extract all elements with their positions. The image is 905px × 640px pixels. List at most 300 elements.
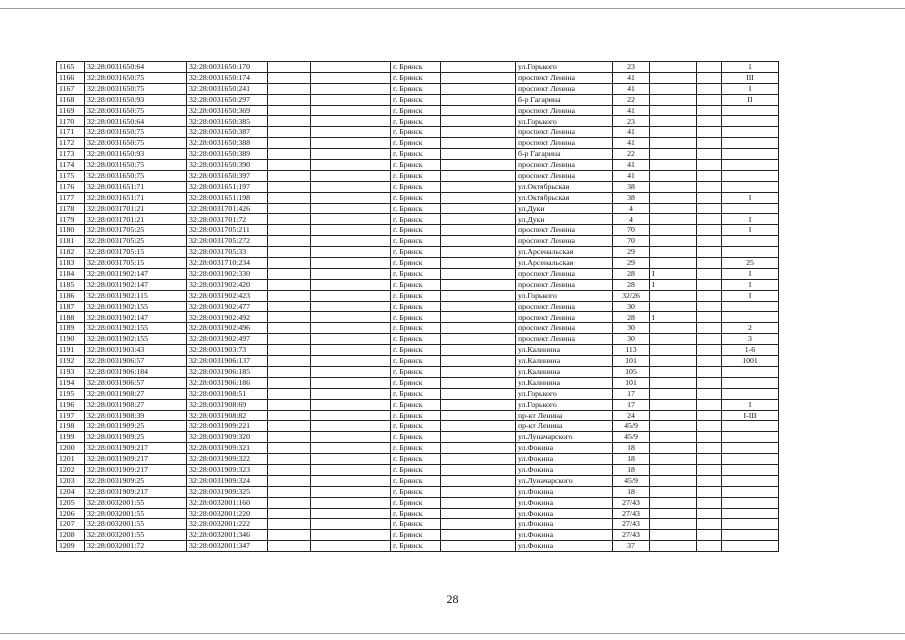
empty-cell bbox=[697, 94, 722, 105]
empty-cell bbox=[441, 464, 516, 475]
table-row bbox=[57, 62, 779, 73]
cadastral-number-cell: 32:28:0031701:72 bbox=[187, 214, 268, 225]
empty-cell bbox=[311, 475, 391, 486]
table-row bbox=[57, 519, 779, 530]
house-number-cell: 18 bbox=[613, 486, 650, 497]
empty-cell bbox=[311, 290, 391, 301]
house-number-cell: 41 bbox=[613, 127, 650, 138]
cadastral-number-cell: 32:28:0031909:323 bbox=[187, 464, 268, 475]
premises-number-cell bbox=[722, 464, 779, 475]
street-cell: проспект Ленина bbox=[516, 72, 613, 83]
mark-cell bbox=[650, 62, 697, 73]
cadastral-number-cell: 32:28:0031705:272 bbox=[187, 236, 268, 247]
empty-cell bbox=[311, 541, 391, 552]
empty-cell bbox=[268, 356, 311, 367]
mark-cell bbox=[650, 475, 697, 486]
street-cell: ул.Фокина bbox=[516, 443, 613, 454]
row-number-cell: 1178 bbox=[57, 203, 85, 214]
row-number-cell: 1173 bbox=[57, 149, 85, 160]
house-number-cell: 29 bbox=[613, 258, 650, 269]
house-number-cell: 41 bbox=[613, 160, 650, 171]
empty-cell bbox=[441, 225, 516, 236]
table-row bbox=[57, 279, 779, 290]
parent-cadastral-number-cell: 32:28:0031906:184 bbox=[85, 366, 187, 377]
cadastral-number-cell: 32:28:0031650:389 bbox=[187, 149, 268, 160]
mark-cell bbox=[650, 334, 697, 345]
empty-cell bbox=[268, 312, 311, 323]
row-number-cell: 1176 bbox=[57, 181, 85, 192]
empty-cell bbox=[441, 116, 516, 127]
premises-number-cell bbox=[722, 116, 779, 127]
table-row bbox=[57, 236, 779, 247]
table-row bbox=[57, 290, 779, 301]
street-cell: проспект Ленина bbox=[516, 170, 613, 181]
parent-cadastral-number-cell: 32:28:0031909:25 bbox=[85, 421, 187, 432]
scan-edge-top bbox=[0, 8, 905, 9]
empty-cell bbox=[441, 192, 516, 203]
empty-cell bbox=[268, 519, 311, 530]
street-cell: ул.Горького bbox=[516, 388, 613, 399]
empty-cell bbox=[697, 214, 722, 225]
street-cell: проспект Ленина bbox=[516, 127, 613, 138]
row-number-cell: 1191 bbox=[57, 345, 85, 356]
house-number-cell: 101 bbox=[613, 356, 650, 367]
empty-cell bbox=[311, 203, 391, 214]
table-row bbox=[57, 127, 779, 138]
empty-cell bbox=[268, 410, 311, 421]
parent-cadastral-number-cell: 32:28:0031705:15 bbox=[85, 258, 187, 269]
cadastral-number-cell: 32:28:0031650:174 bbox=[187, 72, 268, 83]
table-row bbox=[57, 497, 779, 508]
empty-cell bbox=[311, 160, 391, 171]
city-cell: г. Брянск bbox=[391, 377, 441, 388]
table-row bbox=[57, 72, 779, 83]
house-number-cell: 17 bbox=[613, 388, 650, 399]
row-number-cell: 1209 bbox=[57, 541, 85, 552]
empty-cell bbox=[311, 356, 391, 367]
empty-cell bbox=[441, 279, 516, 290]
mark-cell bbox=[650, 72, 697, 83]
premises-number-cell bbox=[722, 366, 779, 377]
empty-cell bbox=[311, 410, 391, 421]
mark-cell bbox=[650, 410, 697, 421]
premises-number-cell: I bbox=[722, 279, 779, 290]
parent-cadastral-number-cell: 32:28:0031650:75 bbox=[85, 105, 187, 116]
empty-cell bbox=[697, 464, 722, 475]
empty-cell bbox=[311, 72, 391, 83]
empty-cell bbox=[441, 454, 516, 465]
row-number-cell: 1171 bbox=[57, 127, 85, 138]
empty-cell bbox=[268, 116, 311, 127]
empty-cell bbox=[441, 377, 516, 388]
page-number: 28 bbox=[446, 592, 459, 606]
empty-cell bbox=[268, 247, 311, 258]
street-cell: проспект Ленина bbox=[516, 105, 613, 116]
cadastral-number-cell: 32:28:0031902:420 bbox=[187, 279, 268, 290]
house-number-cell: 27/43 bbox=[613, 508, 650, 519]
cadastral-number-cell: 32:28:0031650:387 bbox=[187, 127, 268, 138]
table-row bbox=[57, 388, 779, 399]
street-cell: ул.Горького bbox=[516, 116, 613, 127]
empty-cell bbox=[268, 160, 311, 171]
row-number-cell: 1165 bbox=[57, 62, 85, 73]
empty-cell bbox=[697, 486, 722, 497]
mark-cell bbox=[650, 508, 697, 519]
street-cell: ул.Фокина bbox=[516, 541, 613, 552]
mark-cell bbox=[650, 421, 697, 432]
mark-cell bbox=[650, 214, 697, 225]
empty-cell bbox=[441, 290, 516, 301]
empty-cell bbox=[268, 181, 311, 192]
city-cell: г. Брянск bbox=[391, 279, 441, 290]
row-number-cell: 1196 bbox=[57, 399, 85, 410]
table-row bbox=[57, 105, 779, 116]
table-row bbox=[57, 247, 779, 258]
street-cell: проспект Ленина bbox=[516, 301, 613, 312]
empty-cell bbox=[697, 432, 722, 443]
house-number-cell: 30 bbox=[613, 301, 650, 312]
city-cell: г. Брянск bbox=[391, 236, 441, 247]
house-number-cell: 37 bbox=[613, 541, 650, 552]
empty-cell bbox=[697, 519, 722, 530]
empty-cell bbox=[311, 377, 391, 388]
city-cell: г. Брянск bbox=[391, 203, 441, 214]
street-cell: проспект Ленина bbox=[516, 83, 613, 94]
empty-cell bbox=[441, 62, 516, 73]
city-cell: г. Брянск bbox=[391, 181, 441, 192]
row-number-cell: 1184 bbox=[57, 268, 85, 279]
empty-cell bbox=[268, 432, 311, 443]
cadastral-number-cell: 32:28:0031902:330 bbox=[187, 268, 268, 279]
premises-number-cell bbox=[722, 377, 779, 388]
house-number-cell: 101 bbox=[613, 377, 650, 388]
parent-cadastral-number-cell: 32:28:0031650:75 bbox=[85, 160, 187, 171]
empty-cell bbox=[697, 497, 722, 508]
table-row bbox=[57, 214, 779, 225]
street-cell: ул.Луначарского bbox=[516, 475, 613, 486]
row-number-cell: 1167 bbox=[57, 83, 85, 94]
premises-number-cell: I bbox=[722, 192, 779, 203]
street-cell: пр-кт Ленина bbox=[516, 410, 613, 421]
empty-cell bbox=[441, 366, 516, 377]
city-cell: г. Брянск bbox=[391, 72, 441, 83]
mark-cell bbox=[650, 388, 697, 399]
empty-cell bbox=[268, 399, 311, 410]
empty-cell bbox=[311, 366, 391, 377]
mark-cell: I bbox=[650, 268, 697, 279]
cadastral-number-cell: 32:28:0032001:220 bbox=[187, 508, 268, 519]
table-row bbox=[57, 203, 779, 214]
premises-number-cell bbox=[722, 454, 779, 465]
premises-number-cell: I bbox=[722, 290, 779, 301]
empty-cell bbox=[268, 149, 311, 160]
house-number-cell: 38 bbox=[613, 192, 650, 203]
mark-cell bbox=[650, 170, 697, 181]
premises-number-cell bbox=[722, 247, 779, 258]
house-number-cell: 18 bbox=[613, 464, 650, 475]
empty-cell bbox=[441, 236, 516, 247]
parent-cadastral-number-cell: 32:28:0031650:93 bbox=[85, 149, 187, 160]
street-cell: ул.Дуки bbox=[516, 214, 613, 225]
empty-cell bbox=[441, 247, 516, 258]
house-number-cell: 70 bbox=[613, 236, 650, 247]
city-cell: г. Брянск bbox=[391, 290, 441, 301]
house-number-cell: 30 bbox=[613, 334, 650, 345]
city-cell: г. Брянск bbox=[391, 258, 441, 269]
row-number-cell: 1205 bbox=[57, 497, 85, 508]
city-cell: г. Брянск bbox=[391, 105, 441, 116]
row-number-cell: 1180 bbox=[57, 225, 85, 236]
premises-number-cell bbox=[722, 170, 779, 181]
cadastral-number-cell: 32:28:0031650:388 bbox=[187, 138, 268, 149]
table-row bbox=[57, 356, 779, 367]
premises-number-cell bbox=[722, 497, 779, 508]
empty-cell bbox=[441, 149, 516, 160]
street-cell: ул.Горького bbox=[516, 399, 613, 410]
mark-cell bbox=[650, 94, 697, 105]
table-row bbox=[57, 432, 779, 443]
row-number-cell: 1172 bbox=[57, 138, 85, 149]
parent-cadastral-number-cell: 32:28:0031651:71 bbox=[85, 181, 187, 192]
cadastral-number-cell: 32:28:0031705:211 bbox=[187, 225, 268, 236]
premises-number-cell bbox=[722, 519, 779, 530]
row-number-cell: 1198 bbox=[57, 421, 85, 432]
empty-cell bbox=[311, 421, 391, 432]
empty-cell bbox=[268, 62, 311, 73]
city-cell: г. Брянск bbox=[391, 149, 441, 160]
table-row bbox=[57, 192, 779, 203]
street-cell: проспект Ленина bbox=[516, 312, 613, 323]
house-number-cell: 28 bbox=[613, 268, 650, 279]
premises-number-cell bbox=[722, 541, 779, 552]
row-number-cell: 1201 bbox=[57, 454, 85, 465]
empty-cell bbox=[268, 541, 311, 552]
row-number-cell: 1188 bbox=[57, 312, 85, 323]
house-number-cell: 28 bbox=[613, 279, 650, 290]
mark-cell bbox=[650, 181, 697, 192]
empty-cell bbox=[441, 138, 516, 149]
empty-cell bbox=[441, 530, 516, 541]
empty-cell bbox=[697, 258, 722, 269]
empty-cell bbox=[441, 214, 516, 225]
parent-cadastral-number-cell: 32:28:0031902:147 bbox=[85, 268, 187, 279]
empty-cell bbox=[268, 258, 311, 269]
street-cell: ул.Арсенальская bbox=[516, 247, 613, 258]
house-number-cell: 41 bbox=[613, 105, 650, 116]
empty-cell bbox=[697, 334, 722, 345]
empty-cell bbox=[268, 475, 311, 486]
row-number-cell: 1208 bbox=[57, 530, 85, 541]
empty-cell bbox=[268, 497, 311, 508]
parent-cadastral-number-cell: 32:28:0031909:217 bbox=[85, 486, 187, 497]
house-number-cell: 45/9 bbox=[613, 432, 650, 443]
premises-number-cell bbox=[722, 421, 779, 432]
mark-cell bbox=[650, 290, 697, 301]
house-number-cell: 38 bbox=[613, 181, 650, 192]
city-cell: г. Брянск bbox=[391, 497, 441, 508]
street-cell: проспект Ленина bbox=[516, 268, 613, 279]
mark-cell bbox=[650, 366, 697, 377]
row-number-cell: 1199 bbox=[57, 432, 85, 443]
house-number-cell: 29 bbox=[613, 247, 650, 258]
parent-cadastral-number-cell: 32:28:0031906:57 bbox=[85, 356, 187, 367]
street-cell: ул.Фокина bbox=[516, 530, 613, 541]
cadastral-number-cell: 32:28:0031650:385 bbox=[187, 116, 268, 127]
street-cell: б-р Гагарина bbox=[516, 94, 613, 105]
house-number-cell: 28 bbox=[613, 312, 650, 323]
mark-cell bbox=[650, 497, 697, 508]
row-number-cell: 1200 bbox=[57, 443, 85, 454]
empty-cell bbox=[311, 345, 391, 356]
empty-cell bbox=[697, 149, 722, 160]
premises-number-cell: I bbox=[722, 214, 779, 225]
empty-cell bbox=[311, 388, 391, 399]
empty-cell bbox=[697, 160, 722, 171]
table-row bbox=[57, 486, 779, 497]
city-cell: г. Брянск bbox=[391, 83, 441, 94]
empty-cell bbox=[311, 181, 391, 192]
cadastral-number-cell: 32:28:0032001:346 bbox=[187, 530, 268, 541]
city-cell: г. Брянск bbox=[391, 116, 441, 127]
empty-cell bbox=[268, 105, 311, 116]
mark-cell bbox=[650, 530, 697, 541]
house-number-cell: 70 bbox=[613, 225, 650, 236]
street-cell: проспект Ленина bbox=[516, 160, 613, 171]
empty-cell bbox=[697, 475, 722, 486]
empty-cell bbox=[697, 116, 722, 127]
parent-cadastral-number-cell: 32:28:0031902:147 bbox=[85, 312, 187, 323]
city-cell: г. Брянск bbox=[391, 486, 441, 497]
table-row bbox=[57, 421, 779, 432]
mark-cell bbox=[650, 138, 697, 149]
mark-cell bbox=[650, 149, 697, 160]
empty-cell bbox=[268, 138, 311, 149]
empty-cell bbox=[697, 192, 722, 203]
cadastral-number-cell: 32:28:0031650:369 bbox=[187, 105, 268, 116]
mark-cell bbox=[650, 83, 697, 94]
premises-number-cell: III bbox=[722, 72, 779, 83]
empty-cell bbox=[268, 203, 311, 214]
cadastral-number-cell: 32:28:0031650:241 bbox=[187, 83, 268, 94]
parent-cadastral-number-cell: 32:28:0032001:55 bbox=[85, 519, 187, 530]
city-cell: г. Брянск bbox=[391, 334, 441, 345]
row-number-cell: 1183 bbox=[57, 258, 85, 269]
row-number-cell: 1166 bbox=[57, 72, 85, 83]
empty-cell bbox=[441, 181, 516, 192]
mark-cell bbox=[650, 247, 697, 258]
empty-cell bbox=[311, 127, 391, 138]
empty-cell bbox=[441, 443, 516, 454]
city-cell: г. Брянск bbox=[391, 432, 441, 443]
house-number-cell: 41 bbox=[613, 170, 650, 181]
premises-number-cell bbox=[722, 127, 779, 138]
row-number-cell: 1207 bbox=[57, 519, 85, 530]
empty-cell bbox=[311, 105, 391, 116]
parent-cadastral-number-cell: 32:28:0031903:43 bbox=[85, 345, 187, 356]
empty-cell bbox=[311, 454, 391, 465]
empty-cell bbox=[311, 530, 391, 541]
mark-cell bbox=[650, 454, 697, 465]
cadastral-number-cell: 32:28:0031903:73 bbox=[187, 345, 268, 356]
cadastral-number-cell: 32:28:0031902:477 bbox=[187, 301, 268, 312]
empty-cell bbox=[268, 301, 311, 312]
mark-cell bbox=[650, 301, 697, 312]
premises-number-cell bbox=[722, 312, 779, 323]
empty-cell bbox=[441, 83, 516, 94]
empty-cell bbox=[697, 312, 722, 323]
empty-cell bbox=[441, 388, 516, 399]
empty-cell bbox=[311, 149, 391, 160]
empty-cell bbox=[697, 236, 722, 247]
premises-number-cell: I bbox=[722, 225, 779, 236]
table-row bbox=[57, 377, 779, 388]
cadastral-table bbox=[56, 61, 779, 552]
street-cell: ул.Фокина bbox=[516, 454, 613, 465]
parent-cadastral-number-cell: 32:28:0031705:25 bbox=[85, 225, 187, 236]
street-cell: проспект Ленина bbox=[516, 279, 613, 290]
parent-cadastral-number-cell: 32:28:0031650:75 bbox=[85, 170, 187, 181]
empty-cell bbox=[441, 519, 516, 530]
row-number-cell: 1175 bbox=[57, 170, 85, 181]
empty-cell bbox=[441, 94, 516, 105]
table-row bbox=[57, 301, 779, 312]
premises-number-cell: 25 bbox=[722, 258, 779, 269]
cadastral-number-cell: 32:28:0032001:222 bbox=[187, 519, 268, 530]
row-number-cell: 1193 bbox=[57, 366, 85, 377]
premises-number-cell: 2 bbox=[722, 323, 779, 334]
mark-cell bbox=[650, 258, 697, 269]
empty-cell bbox=[441, 345, 516, 356]
premises-number-cell: 1001 bbox=[722, 356, 779, 367]
empty-cell bbox=[441, 258, 516, 269]
house-number-cell: 4 bbox=[613, 203, 650, 214]
empty-cell bbox=[311, 116, 391, 127]
empty-cell bbox=[268, 366, 311, 377]
table-row bbox=[57, 508, 779, 519]
parent-cadastral-number-cell: 32:28:0031701:21 bbox=[85, 214, 187, 225]
table-row bbox=[57, 399, 779, 410]
parent-cadastral-number-cell: 32:28:0032001:55 bbox=[85, 508, 187, 519]
mark-cell: I bbox=[650, 312, 697, 323]
city-cell: г. Брянск bbox=[391, 127, 441, 138]
parent-cadastral-number-cell: 32:28:0031909:217 bbox=[85, 464, 187, 475]
row-number-cell: 1168 bbox=[57, 94, 85, 105]
street-cell: ул.Октябрьская bbox=[516, 181, 613, 192]
house-number-cell: 45/9 bbox=[613, 421, 650, 432]
cadastral-number-cell: 32:28:0031902:492 bbox=[187, 312, 268, 323]
parent-cadastral-number-cell: 32:28:0031650:75 bbox=[85, 127, 187, 138]
empty-cell bbox=[441, 508, 516, 519]
table-row bbox=[57, 225, 779, 236]
cadastral-number-cell: 32:28:0031650:390 bbox=[187, 160, 268, 171]
table-row bbox=[57, 366, 779, 377]
street-cell: ул.Луначарского bbox=[516, 432, 613, 443]
empty-cell bbox=[268, 214, 311, 225]
table-row bbox=[57, 149, 779, 160]
empty-cell bbox=[441, 486, 516, 497]
city-cell: г. Брянск bbox=[391, 508, 441, 519]
empty-cell bbox=[441, 323, 516, 334]
empty-cell bbox=[697, 530, 722, 541]
cadastral-number-cell: 32:28:0032001:160 bbox=[187, 497, 268, 508]
mark-cell bbox=[650, 160, 697, 171]
parent-cadastral-number-cell: 32:28:0031908:27 bbox=[85, 388, 187, 399]
empty-cell bbox=[697, 301, 722, 312]
premises-number-cell: I-III bbox=[722, 410, 779, 421]
empty-cell bbox=[311, 497, 391, 508]
premises-number-cell: I bbox=[722, 268, 779, 279]
empty-cell bbox=[311, 94, 391, 105]
